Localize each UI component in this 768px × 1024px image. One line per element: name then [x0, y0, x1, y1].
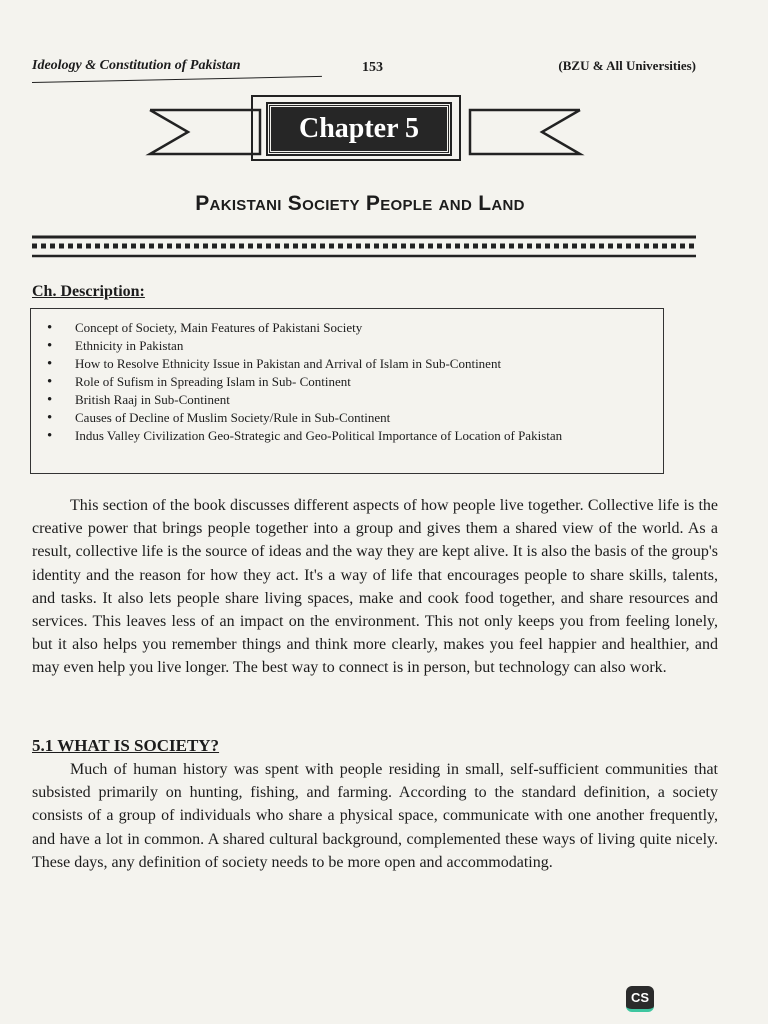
running-header	[32, 52, 696, 86]
section-heading: 5.1 WHAT IS SOCIETY?	[32, 736, 220, 755]
header-book-title: Ideology & Constitution of Pakistan	[32, 58, 241, 73]
scanner-logo-icon: CS	[626, 986, 654, 1012]
description-box	[30, 308, 664, 474]
header-underline	[32, 76, 322, 83]
list-item: • Causes of Decline of Muslim Society/Rule in Sub-Continent	[75, 409, 653, 427]
list-item: • Indus Valley Civilization Geo-Strategic and Geo-Political Importance of Location of Pakistan	[75, 427, 653, 445]
list-item: • Role of Sufism in Spreading Islam in Sub- Continent	[75, 373, 653, 391]
chapter-banner	[140, 92, 590, 172]
chapter-number: Chapter 5	[268, 104, 450, 154]
header-audience: (BZU & All Universities)	[558, 58, 696, 73]
section-paragraph: Much of human history was spent with people residing in small, self-sufficient communities that subsisted primarily on hunting, fishing, and farming. According to the standard definition, a society consists of a group of individuals who share a physical space, communicate with one another frequently, and have a lot in common. A shared cultural background, complemented these ways of living quite nicely. These days, any definition of society needs to be more open and accommodating.	[32, 761, 718, 871]
list-item: • How to Resolve Ethnicity Issue in Pakistan and Arrival of Islam in Sub-Continent	[75, 355, 653, 373]
header-page-number: 153	[362, 60, 383, 75]
list-item: • Ethnicity in Pakistan	[75, 337, 653, 355]
description-label: Ch. Description:	[32, 283, 145, 300]
description-list	[31, 309, 663, 445]
list-item: • British Raaj in Sub-Continent	[75, 391, 653, 409]
intro-paragraph: This section of the book discusses different aspects of how people live together. Collective life is the creative power that brings people together into a group and gives them a shared view of the world. As a result, collective life is the source of ideas and the way they are kept alive. It is also the basis of the group's identity and the reason for how they act. It's a way of life that encourages people to share skills, talents, and tasks. It also lets people share living spaces, make and cook food together, and share resources and services. This leaves less of an impact on the environment. This not only keeps you from feeling lonely, but it also helps you remember things and think more clearly, makes you feel happier and healthier, and may even help you live longer. The best way to connect is in person, but technology can also work.	[32, 497, 718, 677]
list-item: • Concept of Society, Main Features of Pakistani Society	[75, 319, 653, 337]
decorative-dashed-rule	[32, 234, 696, 260]
chapter-title: Pakistani Society People and Land	[195, 192, 525, 215]
